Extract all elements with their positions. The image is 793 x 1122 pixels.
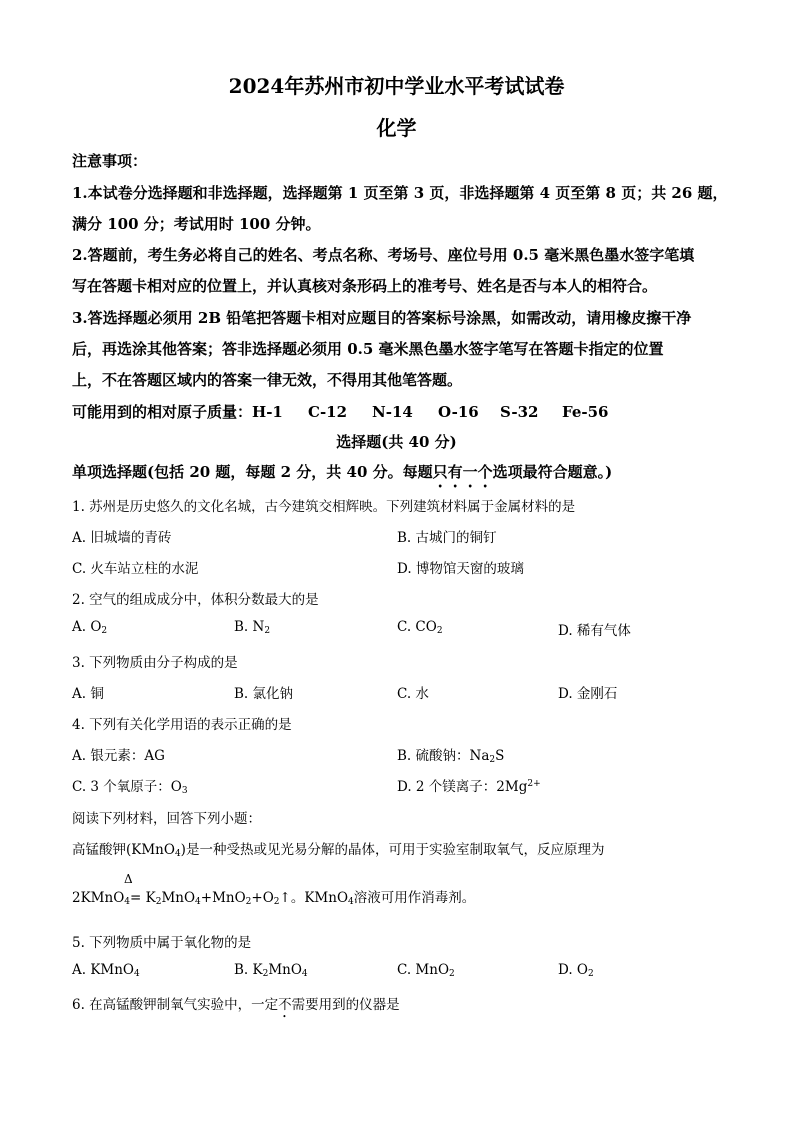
- option-d: D. 稀有气体: [558, 623, 631, 639]
- atomic-value: C-12: [308, 403, 348, 421]
- atomic-label: 可能用到的相对原子质量：: [72, 403, 253, 421]
- reaction-equation: 2KMnO$_4$= $K_2MnO_4+MnO_2+O_2↑$。KMnO$_4$溶液可用作消毒剂。: [72, 890, 476, 907]
- notice-item: 满分 100 分；考试用时 100 分钟。: [72, 215, 321, 233]
- atomic-value: S-32: [500, 403, 539, 421]
- atomic-masses: [72, 401, 609, 422]
- notice-item: 写在答题卡相对应的位置上，并认真核对条形码上的准考号、姓名是否与本人的相符合。: [72, 277, 658, 295]
- delta-symbol: Δ: [124, 872, 133, 886]
- notice-item: 后，再选涂其他答案；答非选择题必须用 0.5 毫米黑色墨水签字笔写在答题卡指定的位置: [72, 340, 664, 358]
- atomic-value: O-16: [438, 403, 479, 421]
- option-d: D. $O_2$: [558, 962, 594, 979]
- section-title: 选择题(共 40 分): [336, 433, 457, 451]
- option-c: C. 水: [397, 686, 429, 702]
- reading-intro: 阅读下列材料，回答下列小题：: [72, 811, 261, 827]
- notice-item: 上，不在答题区域内的答案一律无效，不得用其他笔答题。: [72, 371, 463, 389]
- reading-paragraph: 高锰酸钾(KMnO$_4$)是一种受热或见光易分解的晶体，可用于实验室制取氧气，反应原理为: [72, 842, 605, 859]
- option-c: C. MnO$_2$: [397, 962, 455, 979]
- question-stem: 4. 下列有关化学用语的表示正确的是: [72, 717, 292, 733]
- option-d: D. 金刚石: [558, 686, 618, 702]
- option-b: B. 古城门的铜钉: [397, 530, 497, 546]
- option-d: D. 2 个镁离子：$2Mg^{2+}$: [397, 779, 541, 795]
- atomic-value: Fe-56: [562, 403, 609, 421]
- option-a: A. KMnO$_4$: [72, 962, 140, 979]
- option-b: B. 硫酸钠：$Na_2S$: [397, 748, 505, 765]
- option-a: A. 银元素：AG: [72, 748, 165, 764]
- notice-heading: 注意事项：: [72, 152, 148, 170]
- question-stem: 6. 在高锰酸钾制氧气实验中，一定不需要用到的仪器是: [72, 997, 400, 1013]
- atomic-value: H-1: [252, 403, 283, 421]
- question-stem: 5. 下列物质中属于氧化物的是: [72, 935, 252, 951]
- notice-item: 2.答题前，考生务必将自己的姓名、考点名称、考场号、座位号用 0.5 毫米黑色墨水签字笔填: [72, 246, 695, 264]
- notice-item: 3.答选择题必须用 2B 铅笔把答题卡相对应题目的答案标号涂黑，如需改动，请用橡皮擦干净: [72, 309, 692, 327]
- notice-item: 1.本试卷分选择题和非选择题，选择题第 1 页至第 3 页，非选择题第 4 页至第 8 页；共 26 题，: [72, 184, 728, 202]
- atomic-value: N-14: [372, 403, 413, 421]
- question-stem: 1. 苏州是历史悠久的文化名城，古今建筑交相辉映。下列建筑材料属于金属材料的是: [72, 499, 576, 515]
- option-c: C. $CO_2$: [397, 619, 443, 636]
- option-b: B. 氯化钠: [234, 686, 294, 702]
- option-d: D. 博物馆天窗的玻璃: [397, 561, 524, 577]
- section-instruction: 单项选择题(包括 20 题，每题 2 分，共 40 分。每题只有一个选项最符合题意。): [72, 463, 613, 481]
- option-c: C. 火车站立柱的水泥: [72, 561, 199, 577]
- option-a: A. 旧城墙的青砖: [72, 530, 172, 546]
- subject-title: 化学: [376, 116, 417, 140]
- option-a: A. $O_2$: [72, 619, 108, 636]
- question-stem: 3. 下列物质由分子构成的是: [72, 655, 238, 671]
- option-c: C. 3 个氧原子：$O_3$: [72, 779, 188, 796]
- option-b: B. $N_2$: [234, 619, 271, 636]
- page-title: 2024年苏州市初中学业水平考试试卷: [228, 74, 565, 98]
- option-a: A. 铜: [72, 686, 104, 702]
- option-b: B. $K_2MnO_4$: [234, 962, 308, 979]
- question-stem: 2. 空气的组成成分中，体积分数最大的是: [72, 592, 319, 608]
